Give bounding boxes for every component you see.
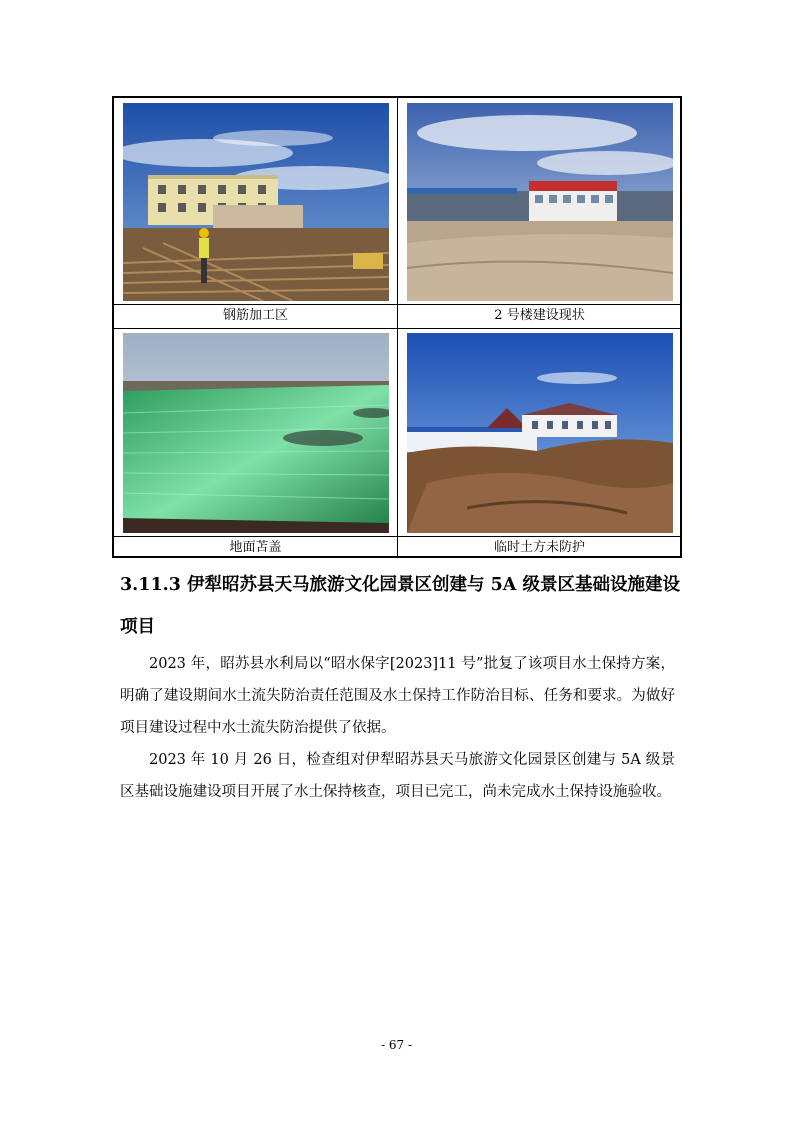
table-divider — [114, 328, 680, 329]
paragraph: 2023 年 10 月 26 日，检查组对伊犁昭苏县天马旅游文化园景区创建与 5A 级景区基础设施建设项目开展了水土保持核查，项目已完工，尚未完成水土保持设施验收。 — [120, 752, 675, 800]
section-number: 3.11.3 — [120, 575, 181, 595]
photo-caption: 钢筋加工区 — [222, 308, 288, 323]
table-divider — [114, 536, 680, 537]
photo-caption: 临时土方未防护 — [493, 540, 585, 555]
photo-caption: 2 号楼建设现状 — [494, 308, 585, 323]
paragraph: 2023 年，昭苏县水利局以“昭水保字[2023]11 号”批复了该项目水土保持方案，明确了建设期间水土流失防治责任范围及水土保持工作防治目标、任务和要求。为做好项目建设过程中水土流失防治提供了依据。 — [120, 656, 675, 736]
photo-building-2-status — [407, 103, 673, 301]
photo-caption: 地面苫盖 — [229, 540, 282, 555]
section-heading — [120, 564, 680, 648]
table-divider — [114, 304, 680, 305]
section-title: 伊犁昭苏县天马旅游文化园景区创建与 5A 级景区基础设施建设项目 — [120, 575, 680, 637]
page-number: - 67 - — [380, 1038, 412, 1052]
photo-rebar-processing — [123, 103, 389, 301]
photo-temporary-earthwork — [407, 333, 673, 533]
table-divider-vertical — [397, 98, 398, 556]
photo-ground-covering — [123, 333, 389, 533]
photo-table — [112, 96, 682, 558]
